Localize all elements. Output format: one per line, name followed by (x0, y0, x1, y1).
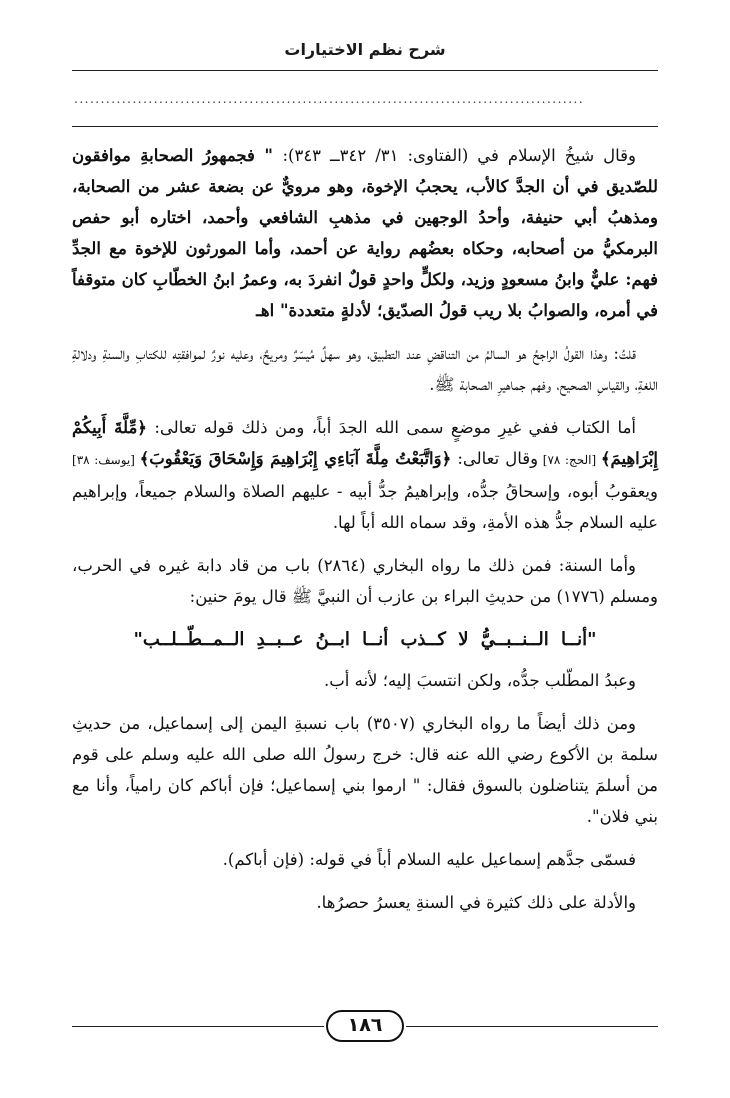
verse-reference-2: [يوسف: ٣٨] (72, 453, 140, 467)
fatawa-quote-text: " فجمهورُ الصحابةِ موافقون للصّديق في أن الجدَّ كالأب، يحجبُ الإخوة، وهو مرويٌّ عن بضعة عشر من الصحابة، ومذهبُ أبي حنيفة، وأحدُ الوجهين في مذهبِ الشافعي وأحمد، اختاره أبو حفص البرمكيُّ من أصحابه، وحكاه بعضُهم رواية عن أحمد، وأما المورثون للإخوة مع الجدِّ فهم: عليٌّ وابنُ مسعودٍ وزيد، ولكلٍّ واحدٍ قولٌ انفردَ به، وعمرُ ابنُ الخطّابِ كان متوقفاً في أمره، والصوابُ بلا ريب قولُ الصدّيق؛ لأدلةٍ متعددة" اهـ (72, 146, 658, 320)
footer-rule-right (406, 1026, 658, 1027)
paragraph-conclusion: والأدلة على ذلك كثيرة في السنةِ يعسرُ حصرُها. (316, 893, 636, 912)
hadith-verse: "أنــا الــنــبــيُّ لا كــذب أنــا ابــنُ عــبــدِ الــمــطّــلــب" (133, 629, 597, 650)
header-rule-bottom (72, 126, 658, 127)
paragraph-quran-evidence (72, 412, 658, 538)
footer-rule-left (72, 1026, 324, 1027)
paragraph-author-opinion: قلتُ: وهذا القولُ الراجحُ هو السالمُ من التناقضِ عند التطبيق، وهو سهلٌ مُيسّرٌ ومريحٌ، وعليه نورٌ لموافقتِه للكتابِ والسنةِ ودلالةِ اللغةِ، والقياسِ الصحيح، وفهم جماهيرِ الصحابة ﷺ. (72, 344, 658, 394)
header-dotted-line: ................................................................................................ (74, 92, 585, 106)
page-body (72, 140, 658, 930)
page-number: ١٨٦ (326, 1010, 404, 1042)
paragraph-abdulmuttalib: وعبدُ المطّلب جدُّه، ولكن انتسبَ إليه؛ لأنه أب. (324, 671, 636, 690)
paragraph-sunnah-evidence: وأما السنة: فمن ذلك ما رواه البخاري (٢٨٦٤) باب من قاد دابة غيره في الحرب، ومسلم (١٧٧٦) من حديثِ البراء بن عازب أن النبيَّ ﷺ قال يومَ حنين: (72, 556, 658, 606)
verse-reference-1: [الحج: ٧٨] (538, 453, 601, 467)
quran-verse-2: ﴿وَاتَّبَعْتُ مِلَّةَ آبَاءِي إِبْرَاهِيمَ وَإِسْحَاقَ وَيَعْقُوبَ﴾ (139, 449, 452, 468)
fatawa-citation: وقال شيخُ الإسلام في (الفتاوى: ٣١/ ٣٤٢ــ ٣٤٣): (282, 146, 636, 165)
paragraph-bukhari-ismail: ومن ذلك أيضاً ما رواه البخاري (٣٥٠٧) باب نسبةِ اليمن إلى إسماعيل، من حديثِ سلمة بن الأكوع رضي الله عنه قال: خرج رسولُ الله صلى الله عليه وسلم على قوم من أسلمَ يتناضلون بالسوق فقال: " ارموا بني إسماعيل؛ فإن أباكم كان رامياً، وأنا مع بني فلان". (72, 714, 658, 826)
header-rule-top (72, 70, 658, 71)
quran-explanation-text: ويعقوبُ أبوه، وإسحاقُ جدُّه، وإبراهيمُ جدُّ أبيه - عليهم الصلاة والسلام جميعاً، وإبراهيم عليه السلام جدُّ هذه الأمةِ، وقد سماه الله أباً لها. (72, 482, 658, 532)
quran-verse-1: ﴿مِّلَّةَ أَبِيكُمْ إِبْرَاهِيمَ﴾ (72, 418, 659, 468)
running-header-title: شرح نظم الاختيارات (284, 40, 446, 59)
page-number-footer (0, 1006, 730, 1046)
paragraph-fatawa-quote (72, 140, 658, 326)
quran-intro-text: أما الكتاب ففي غيرِ موضعٍ سمى الله الجدَ أباً، ومن ذلك قوله تعالى: (146, 418, 637, 437)
quran-connector-text: وقال تعالى: (451, 449, 539, 468)
paragraph-naming-ismail: فسمّى جدَّهم إسماعيل عليه السلام أباً في قوله: (فإن أباكم). (222, 850, 636, 869)
